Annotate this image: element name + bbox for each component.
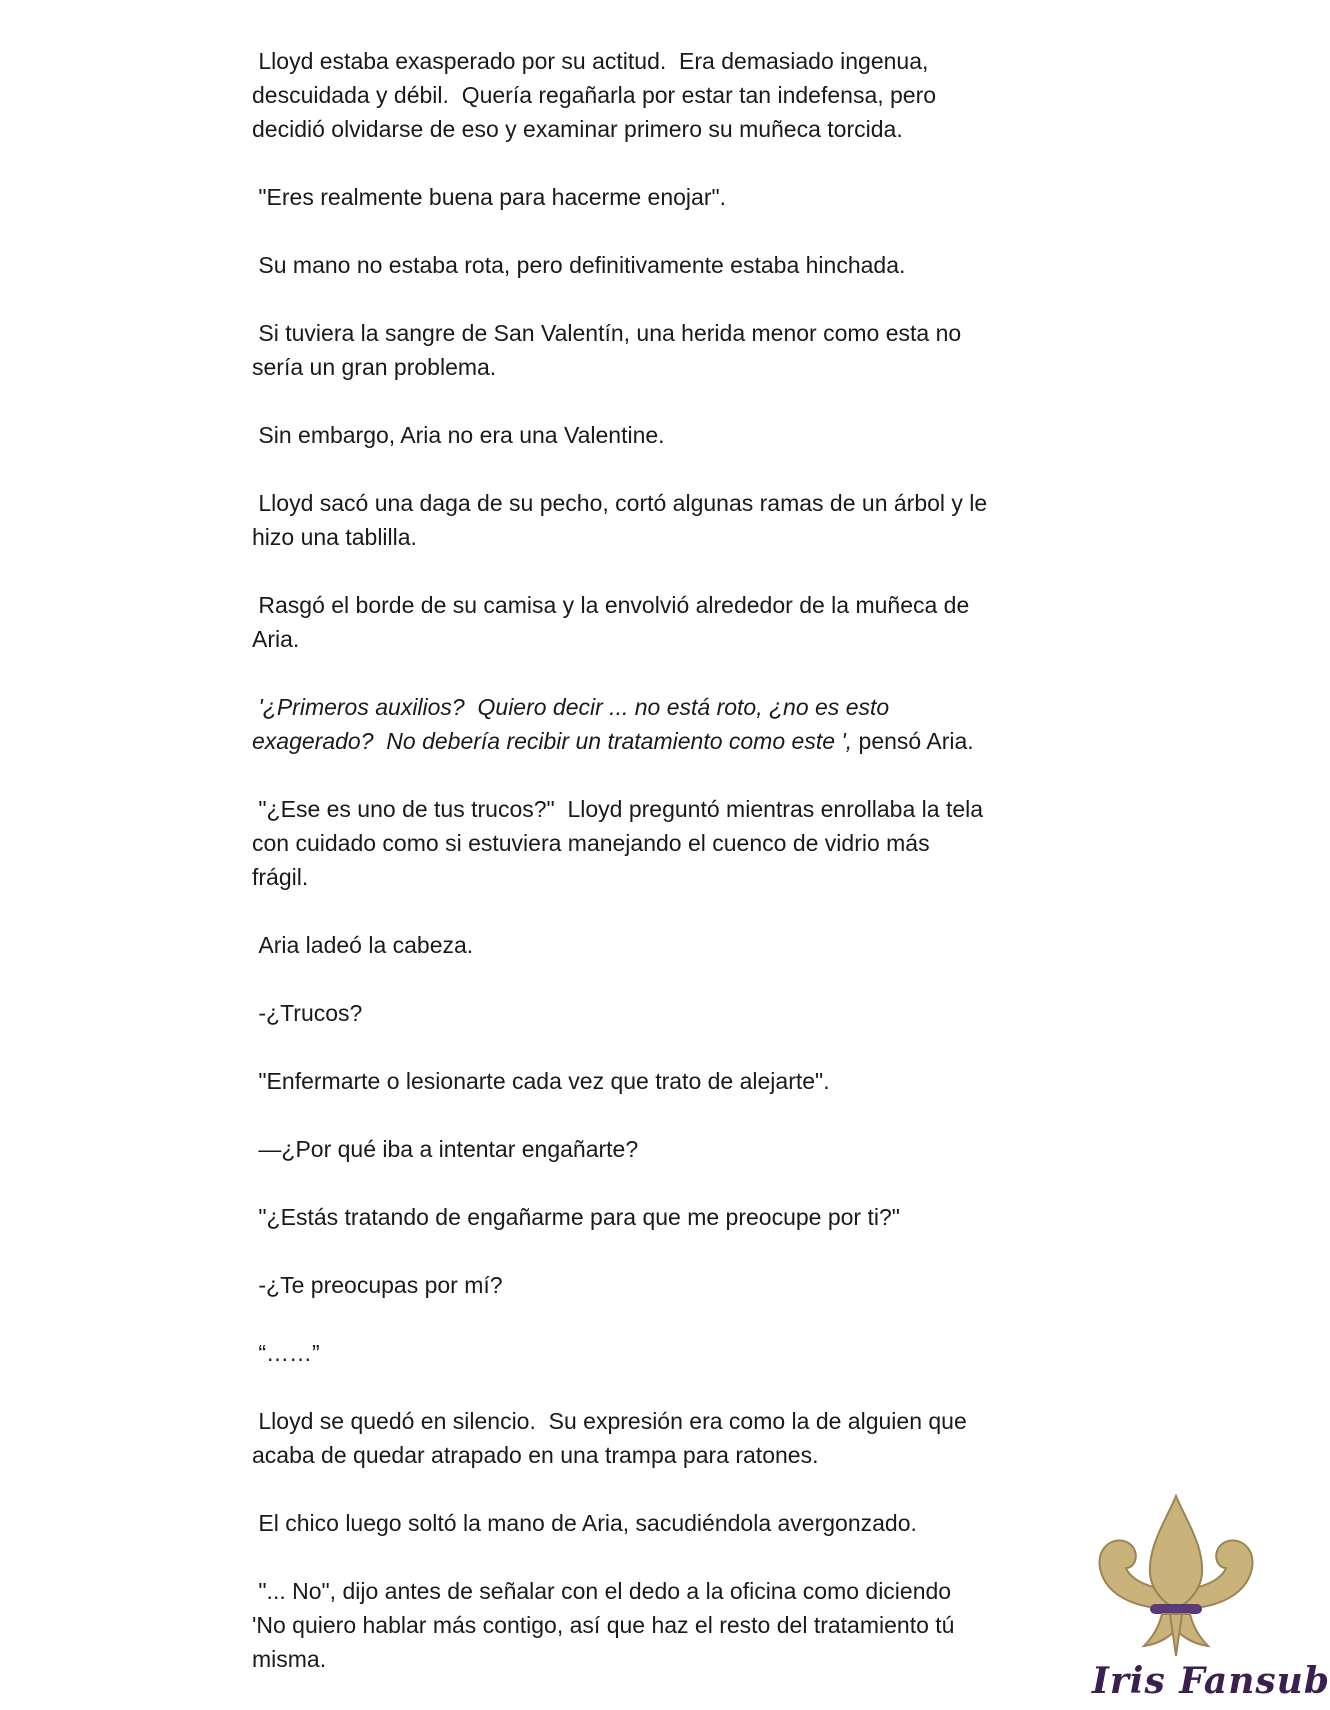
thought-paragraph bbox=[252, 690, 1072, 758]
paragraph: —¿Por qué iba a intentar engañarte? bbox=[252, 1136, 639, 1162]
paragraph: Su mano no estaba rota, pero definitivamente estaba hinchada. bbox=[252, 252, 906, 278]
paragraph: "Enfermarte o lesionarte cada vez que trato de alejarte". bbox=[252, 1068, 830, 1094]
document-body bbox=[252, 44, 1072, 1710]
paragraph: Si tuviera la sangre de San Valentín, una herida menor como esta no sería un gran problema. bbox=[252, 320, 962, 380]
paragraph: "Eres realmente buena para hacerme enojar". bbox=[252, 184, 727, 210]
watermark-text: Iris Fansub bbox=[1092, 1660, 1330, 1702]
paragraph: “……” bbox=[252, 1340, 320, 1366]
paragraph: "¿Estás tratando de engañarme para que me preocupe por ti?" bbox=[252, 1204, 900, 1230]
paragraph: Lloyd sacó una daga de su pecho, cortó algunas ramas de un árbol y le hizo una tablilla. bbox=[252, 490, 988, 550]
fleur-de-lis-icon bbox=[1086, 1490, 1266, 1670]
paragraph: Lloyd estaba exasperado por su actitud. Era demasiado ingenua, descuidada y débil. Quería regañarla por estar tan indefensa, pero decidió olvidarse de eso y examinar primero su muñeca torcida. bbox=[252, 48, 937, 142]
paragraph: Aria ladeó la cabeza. bbox=[252, 932, 474, 958]
paragraph: -¿Te preocupas por mí? bbox=[252, 1272, 503, 1298]
paragraph: Sin embargo, Aria no era una Valentine. bbox=[252, 422, 665, 448]
paragraph: "... No", dijo antes de señalar con el dedo a la oficina como diciendo 'No quiero hablar más contigo, así que haz el resto del tratamiento tú misma. bbox=[252, 1578, 955, 1672]
paragraph: Rasgó el borde de su camisa y la envolvió alrededor de la muñeca de Aria. bbox=[252, 592, 970, 652]
thought-attribution: pensó Aria. bbox=[852, 728, 974, 754]
paragraph: El chico luego soltó la mano de Aria, sacudiéndola avergonzado. bbox=[252, 1510, 917, 1536]
paragraph: "¿Ese es uno de tus trucos?" Lloyd preguntó mientras enrollaba la tela con cuidado como si estuviera manejando el cuenco de vidrio más frágil. bbox=[252, 796, 984, 890]
thought-text: '¿Primeros auxilios? Quiero decir ... no está roto, ¿no es esto exagerado? No debería recibir un tratamiento como este ', bbox=[252, 694, 890, 754]
paragraph: Lloyd se quedó en silencio. Su expresión era como la de alguien que acaba de quedar atrapado en una trampa para ratones. bbox=[252, 1408, 967, 1468]
paragraph: -¿Trucos? bbox=[252, 1000, 363, 1026]
watermark-logo bbox=[1086, 1490, 1330, 1702]
